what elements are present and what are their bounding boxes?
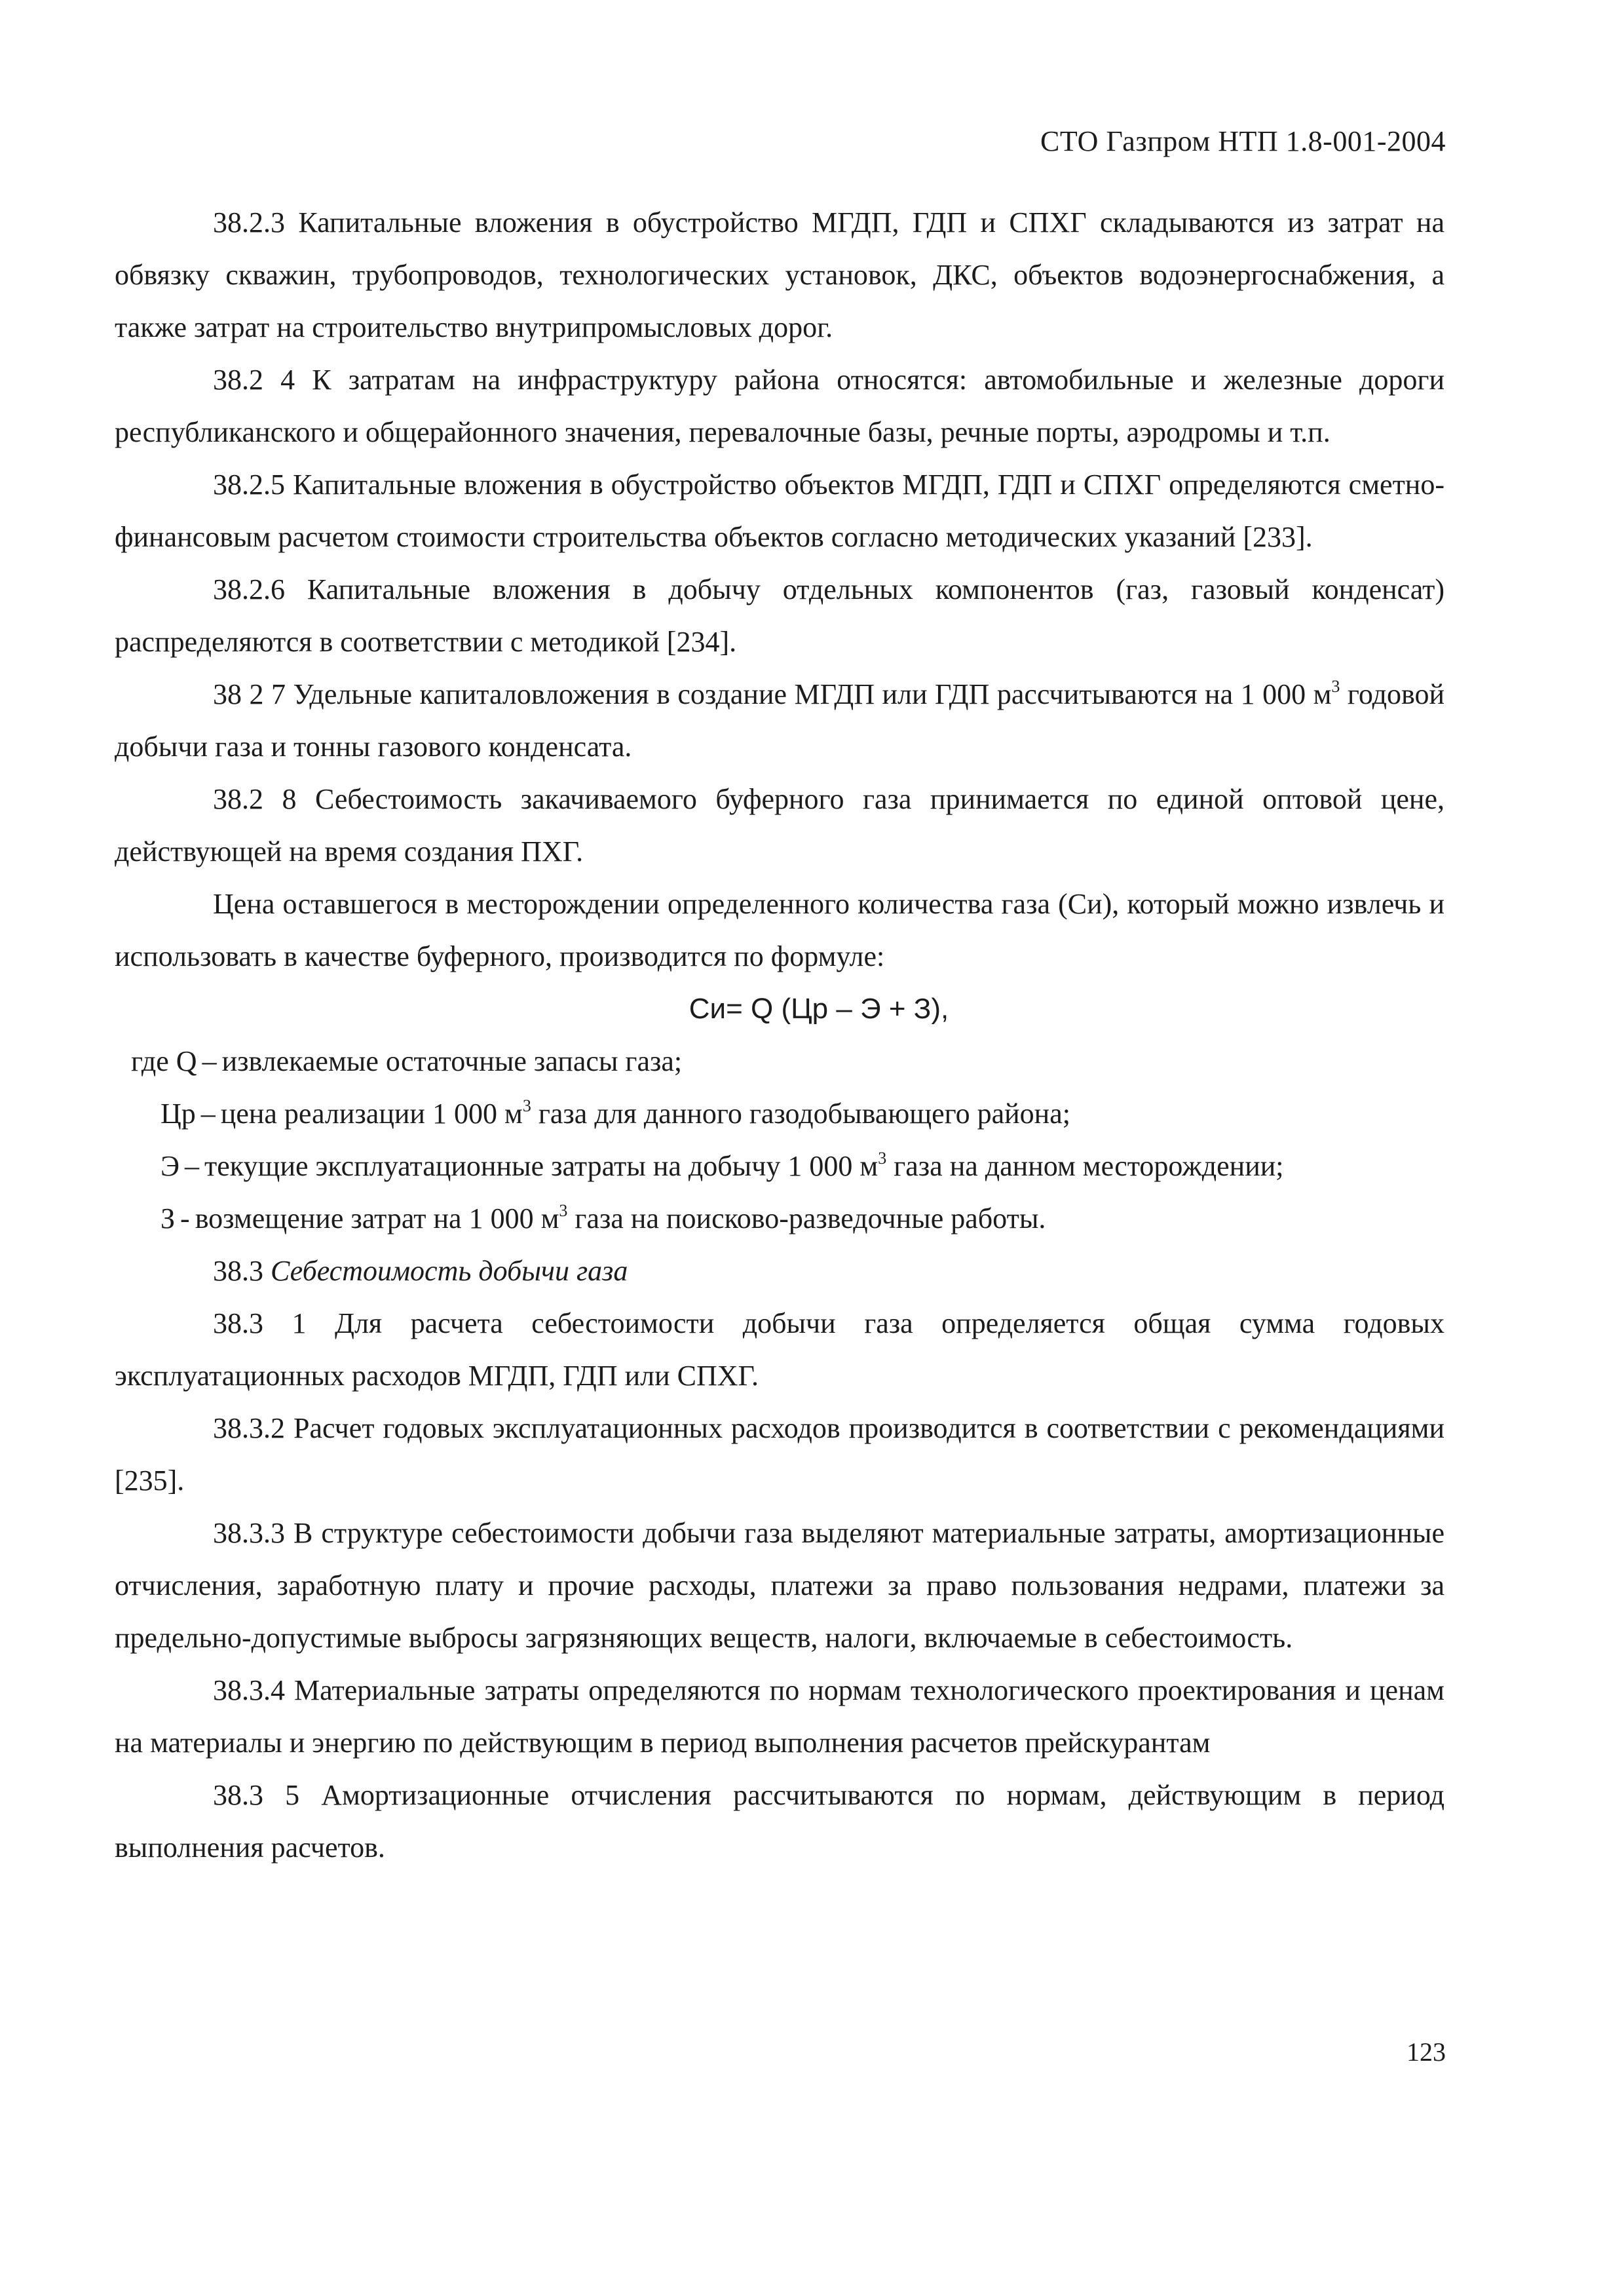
definition-dash: – xyxy=(185,1150,200,1182)
definition-z xyxy=(115,1193,1445,1245)
paragraph-38-2-5: 38.2.5 Капитальные вложения в обустройство объектов МГДП, ГДП и СПХГ определяются сметно-финансовым расчетом стоимости строительства объектов согласно методических указаний [233]. xyxy=(115,469,1445,553)
section-number: 38.3 xyxy=(213,1255,263,1287)
definition-q-symbol: Q xyxy=(176,1045,197,1077)
paragraph-38-2-7-start: 38 2 7 Удельные капиталовложения в создание МГДП или ГДП рассчитываются на 1 000 м xyxy=(213,678,1332,710)
formula-si: Си= Q (Цр – Э + З), xyxy=(689,993,949,1025)
definition-dash-short: - xyxy=(180,1202,190,1234)
section-heading-38-3 xyxy=(115,1245,1445,1297)
definition-z-text-start: возмещение затрат на 1 000 м xyxy=(195,1202,559,1234)
paragraph-38-2-7 xyxy=(115,668,1445,773)
cubic-superscript: 3 xyxy=(878,1149,887,1168)
paragraph-38-3-5: 38.3 5 Амортизационные отчисления рассчитываются по нормам, действующим в период выполнения расчетов. xyxy=(115,1779,1445,1864)
section-title: Себестоимость добычи газа xyxy=(271,1255,628,1287)
definition-e-text-start: текущие эксплуатационные затраты на добычу 1 000 м xyxy=(204,1150,878,1182)
paragraph-price-remaining-gas: Цена оставшегося в месторождении определенного количества газа (Си), который можно извлечь и использовать в качестве буферного, производится по формуле: xyxy=(115,888,1445,972)
definition-tsr-text-start: цена реализации 1 000 м xyxy=(220,1098,523,1130)
paragraph-38-2-4: 38.2 4 К затратам на инфраструктуру района относятся: автомобильные и железные дороги республиканского и общерайонного значения, перевалочные базы, речные порты, аэродромы и т.п. xyxy=(115,364,1445,448)
document-body xyxy=(115,197,1445,1874)
definition-tsr-text-end: газа для данного газодобывающего района; xyxy=(531,1098,1070,1130)
paragraph-38-3-2: 38.3.2 Расчет годовых эксплуатационных расходов производится в соответствии с рекомендациями [235]. xyxy=(115,1412,1445,1497)
definition-e xyxy=(115,1140,1445,1193)
cubic-superscript: 3 xyxy=(559,1201,568,1220)
paragraph-38-3-1: 38.3 1 Для расчета себестоимости добычи газа определяется общая сумма годовых эксплуатационных расходов МГДП, ГДП или СПХГ. xyxy=(115,1307,1445,1392)
definition-tsr-symbol: Цр xyxy=(161,1098,196,1130)
document-code-header: СТО Газпром НТП 1.8-001-2004 xyxy=(1040,125,1446,157)
paragraph-38-2-7-end: годовой добычи газа и тонны газового конденсата. xyxy=(115,678,1445,763)
definition-intro: где xyxy=(131,1045,169,1077)
page-number: 123 xyxy=(1407,2037,1446,2067)
cubic-superscript: 3 xyxy=(522,1096,531,1115)
paragraph-38-3-3: 38.3.3 В структуре себестоимости добычи газа выделяют материальные затраты, амортизационные отчисления, заработную плату и прочие расходы, платежи за право пользования недрами, платежи за предельно-допустимые выбросы загрязняющих веществ, налоги, включаемые в себестоимость. xyxy=(115,1517,1445,1654)
definition-dash: – xyxy=(200,1098,216,1130)
paragraph-38-2-3: 38.2.3 Капитальные вложения в обустройство МГДП, ГДП и СПХГ складываются из затрат на обвязку скважин, трубопроводов, технологических установок, ДКС, объектов водоэнергоснабжения, а также затрат на строительство внутрипромысловых дорог. xyxy=(115,206,1445,343)
definition-z-symbol: З xyxy=(161,1202,176,1234)
definition-tsr xyxy=(115,1088,1445,1140)
cubic-superscript: 3 xyxy=(1331,677,1340,696)
paragraph-38-3-4: 38.3.4 Материальные затраты определяются по нормам технологического проектирования и ценам на материалы и энергию по действующим в период выполнения расчетов прейскурантам xyxy=(115,1674,1445,1759)
paragraph-38-2-6: 38.2.6 Капитальные вложения в добычу отдельных компонентов (газ, газовый конденсат) распределяются в соответствии с методикой [234]. xyxy=(115,573,1445,658)
definition-q xyxy=(115,1035,1445,1088)
definition-z-text-end: газа на поисково-разведочные работы. xyxy=(567,1202,1046,1234)
paragraph-38-2-8: 38.2 8 Себестоимость закачиваемого буферного газа принимается по единой оптовой цене, действующей на время создания ПХГ. xyxy=(115,783,1445,868)
definition-e-text-end: газа на данном месторождении; xyxy=(886,1150,1284,1182)
definition-dash: – xyxy=(202,1045,217,1077)
definition-e-symbol: Э xyxy=(161,1150,180,1182)
definition-q-text: извлекаемые остаточные запасы газа; xyxy=(221,1045,683,1077)
